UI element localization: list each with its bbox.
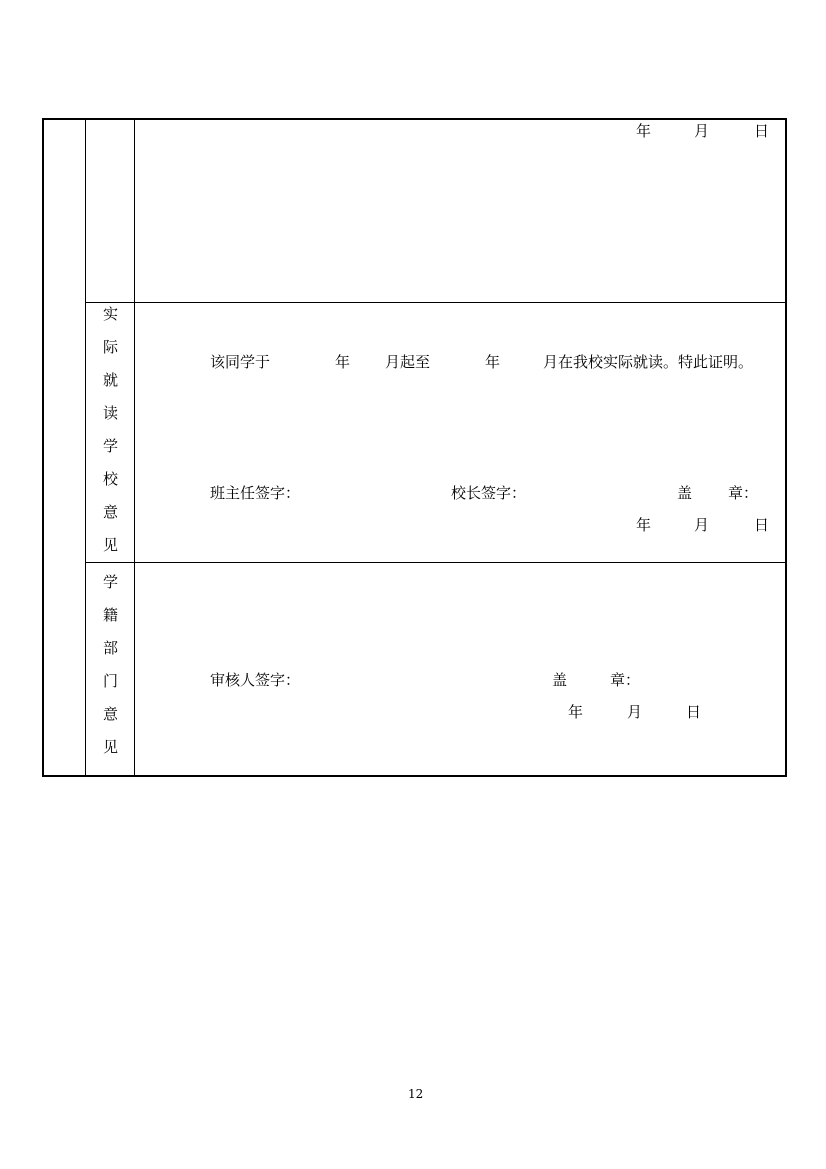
label-char: 读 [102, 404, 118, 422]
label-char: 意 [102, 705, 118, 723]
statement-year-1: 年 [335, 353, 351, 371]
registry-seal-label-2: 章： [610, 671, 641, 689]
reviewer-signature-label: 审核人签字： [210, 671, 301, 689]
school-date-day: 日 [754, 516, 770, 534]
label-char: 校 [102, 470, 118, 488]
registry-date-day: 日 [686, 703, 702, 721]
label-char: 意 [102, 503, 118, 521]
label-char: 部 [102, 639, 118, 657]
registry-seal-label-1: 盖 [552, 671, 568, 689]
label-char: 学 [102, 437, 118, 455]
label-char: 实 [102, 305, 118, 323]
school-opinion-label [86, 298, 135, 562]
label-char: 就 [102, 371, 118, 389]
top-date-year: 年 [636, 122, 652, 140]
school-date-month: 月 [694, 516, 710, 534]
statement-suffix: 月在我校实际就读。特此证明。 [543, 353, 754, 371]
form-table [42, 118, 787, 777]
school-date-year: 年 [636, 516, 652, 534]
seal-label-1: 盖 [677, 484, 693, 502]
label-char: 见 [102, 738, 118, 756]
statement-prefix: 该同学于 [210, 353, 271, 371]
registry-date-year: 年 [568, 703, 584, 721]
label-char: 门 [102, 672, 118, 690]
statement-year-2: 年 [485, 353, 501, 371]
label-char: 学 [102, 573, 118, 591]
homeroom-teacher-signature-label: 班主任签字： [210, 484, 301, 502]
label-char: 际 [102, 338, 118, 356]
row-divider-2 [85, 562, 785, 563]
label-char: 见 [102, 536, 118, 554]
top-date-month: 月 [694, 122, 710, 140]
row-divider-1 [85, 302, 785, 303]
label-char: 籍 [102, 606, 118, 624]
principal-signature-label: 校长签字： [451, 484, 527, 502]
seal-label-2: 章： [728, 484, 759, 502]
page-number: 12 [408, 1087, 424, 1101]
registry-date-month: 月 [627, 703, 643, 721]
top-date-day: 日 [754, 122, 770, 140]
registry-opinion-label [86, 566, 135, 764]
statement-mid: 月起至 [385, 353, 431, 371]
